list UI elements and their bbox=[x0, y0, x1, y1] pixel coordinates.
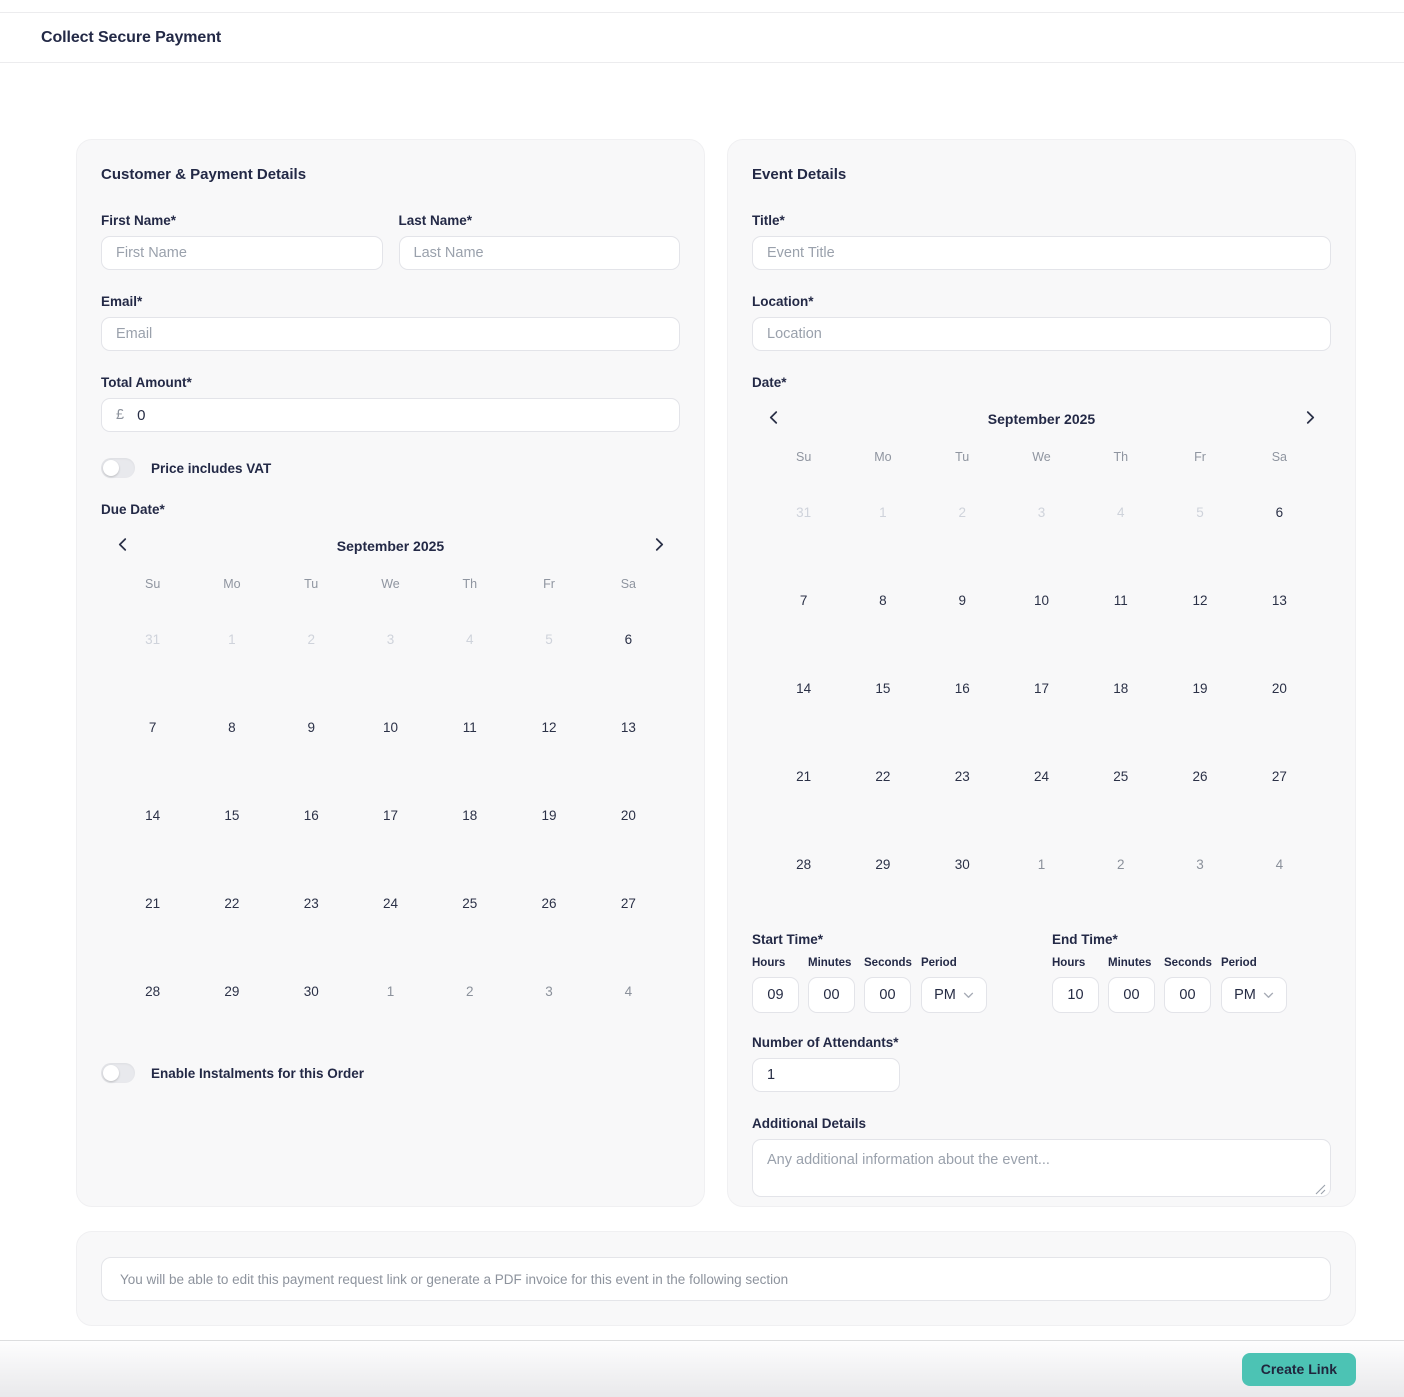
top-strip bbox=[0, 0, 1404, 13]
start-seconds-input[interactable] bbox=[864, 977, 911, 1013]
calendar-day: 3 bbox=[386, 631, 395, 647]
calendar-day-header: Tu bbox=[955, 450, 970, 464]
location-field bbox=[752, 294, 1331, 351]
start-period-value: PM bbox=[934, 987, 956, 1003]
calendar-day: 2 bbox=[307, 631, 315, 647]
end-hours-input[interactable] bbox=[1052, 977, 1099, 1013]
page-title: Collect Secure Payment bbox=[41, 28, 222, 46]
calendar-grid bbox=[752, 468, 1331, 908]
email-label: Email* bbox=[101, 294, 143, 309]
start-seconds-header: Seconds bbox=[864, 957, 912, 969]
calendar-day[interactable]: 26 bbox=[1192, 768, 1208, 784]
end-hours-col bbox=[1052, 957, 1099, 1013]
calendar-day: 5 bbox=[1196, 504, 1204, 520]
calendar-day[interactable]: 1 bbox=[386, 983, 395, 999]
event-title-label: Title* bbox=[752, 213, 785, 228]
calendar-next-button[interactable] bbox=[1301, 410, 1319, 428]
calendar-day[interactable]: 9 bbox=[958, 592, 966, 608]
event-card-title: Event Details bbox=[752, 166, 847, 183]
calendar-day-header: Mo bbox=[874, 450, 892, 464]
calendar-day: 1 bbox=[879, 504, 887, 520]
calendar-day[interactable]: 22 bbox=[224, 895, 240, 911]
chevron-right-icon bbox=[1306, 411, 1315, 427]
chevron-down-icon bbox=[1263, 987, 1274, 1003]
email-input[interactable] bbox=[101, 317, 680, 351]
calendar-day[interactable]: 28 bbox=[796, 856, 812, 872]
chevron-left-icon bbox=[769, 411, 778, 427]
calendar-day[interactable]: 27 bbox=[620, 895, 636, 911]
time-section bbox=[752, 932, 1331, 1013]
start-period-header: Period bbox=[920, 957, 957, 969]
calendar-day[interactable]: 7 bbox=[148, 719, 157, 735]
action-bar bbox=[0, 1340, 1404, 1397]
calendar-day: 1 bbox=[228, 631, 236, 647]
calendar-day[interactable]: 15 bbox=[875, 680, 891, 696]
calendar-day[interactable]: 22 bbox=[875, 768, 891, 784]
calendar-day[interactable]: 24 bbox=[382, 895, 398, 911]
calendar-day-header: Tu bbox=[304, 577, 319, 591]
calendar-day[interactable]: 2 bbox=[1117, 856, 1125, 872]
note-card bbox=[76, 1231, 1356, 1326]
currency-symbol: £ bbox=[116, 407, 125, 423]
start-seconds-col bbox=[864, 957, 912, 1013]
due-date-label: Due Date* bbox=[101, 502, 165, 517]
end-minutes-header: Minutes bbox=[1108, 957, 1152, 969]
calendar-header bbox=[101, 537, 680, 555]
start-minutes-header: Minutes bbox=[808, 957, 852, 969]
end-time-group bbox=[1052, 932, 1287, 1013]
attendants-input[interactable] bbox=[752, 1058, 900, 1092]
end-period-select[interactable] bbox=[1221, 977, 1287, 1013]
event-details-card bbox=[727, 139, 1356, 1207]
calendar-day[interactable]: 30 bbox=[954, 856, 970, 872]
end-hours-header: Hours bbox=[1052, 957, 1086, 969]
calendar-day[interactable]: 2 bbox=[466, 983, 474, 999]
calendar-next-button[interactable] bbox=[650, 537, 668, 555]
calendar-day[interactable]: 29 bbox=[224, 983, 240, 999]
calendar-day[interactable]: 18 bbox=[462, 807, 478, 823]
calendar-day: 31 bbox=[796, 504, 812, 520]
calendar-day: 31 bbox=[145, 631, 161, 647]
calendar-day[interactable]: 20 bbox=[1271, 680, 1287, 696]
calendar-day: 4 bbox=[466, 631, 474, 647]
calendar-day[interactable]: 13 bbox=[1271, 592, 1287, 608]
calendar-day-header: Th bbox=[1113, 450, 1129, 464]
chevron-down-icon bbox=[963, 987, 974, 1003]
chevron-left-icon bbox=[118, 538, 127, 554]
calendar-day[interactable]: 4 bbox=[624, 983, 633, 999]
location-label: Location* bbox=[752, 294, 814, 309]
calendar-day[interactable]: 10 bbox=[1033, 592, 1049, 608]
calendar-day[interactable]: 6 bbox=[624, 631, 633, 647]
create-link-button[interactable]: Create Link bbox=[1242, 1353, 1356, 1386]
start-period-col bbox=[921, 957, 987, 1013]
calendar-day[interactable]: 29 bbox=[875, 856, 891, 872]
calendar-day: 2 bbox=[958, 504, 966, 520]
end-minutes-input[interactable] bbox=[1108, 977, 1155, 1013]
end-seconds-col bbox=[1164, 957, 1212, 1013]
additional-details-textarea[interactable] bbox=[752, 1139, 1331, 1197]
calendar-day[interactable]: 14 bbox=[796, 680, 812, 696]
calendar-day[interactable]: 25 bbox=[462, 895, 478, 911]
calendar-day: 4 bbox=[1117, 504, 1125, 520]
end-period-col bbox=[1221, 957, 1287, 1013]
calendar-day[interactable]: 15 bbox=[224, 807, 240, 823]
instalments-toggle-row bbox=[101, 1063, 680, 1083]
calendar-day[interactable]: 11 bbox=[462, 719, 477, 735]
additional-details-field bbox=[752, 1116, 1331, 1202]
start-minutes-input[interactable] bbox=[808, 977, 855, 1013]
first-name-input[interactable] bbox=[101, 236, 383, 270]
total-amount-field bbox=[101, 375, 680, 432]
calendar-day[interactable]: 9 bbox=[307, 719, 315, 735]
calendar-day[interactable]: 21 bbox=[796, 768, 812, 784]
last-name-label: Last Name* bbox=[398, 213, 473, 228]
calendar-day[interactable]: 20 bbox=[620, 807, 636, 823]
vat-toggle[interactable] bbox=[101, 458, 135, 478]
calendar-day[interactable]: 23 bbox=[954, 768, 970, 784]
calendar-day[interactable]: 12 bbox=[541, 719, 557, 735]
resize-handle-icon[interactable] bbox=[1315, 1184, 1326, 1195]
calendar-day-header: Su bbox=[795, 450, 812, 464]
app-header bbox=[0, 13, 1404, 63]
last-name-input[interactable] bbox=[399, 236, 681, 270]
event-date-label: Date* bbox=[752, 375, 787, 390]
calendar-day-headers bbox=[752, 450, 1331, 464]
end-period-value: PM bbox=[1234, 987, 1256, 1003]
calendar-day[interactable]: 25 bbox=[1113, 768, 1129, 784]
start-hours-col bbox=[752, 957, 799, 1013]
chevron-right-icon bbox=[655, 538, 664, 554]
last-name-field bbox=[399, 213, 681, 270]
calendar-day-header: Sa bbox=[1271, 450, 1287, 464]
calendar-day[interactable]: 30 bbox=[303, 983, 319, 999]
calendar-grid bbox=[101, 595, 680, 1035]
calendar-day[interactable]: 26 bbox=[541, 895, 557, 911]
first-name-field bbox=[101, 213, 383, 270]
start-hours-header: Hours bbox=[752, 957, 786, 969]
vat-toggle-row bbox=[101, 458, 680, 478]
calendar-day[interactable]: 7 bbox=[799, 592, 808, 608]
start-minutes-col bbox=[808, 957, 855, 1013]
calendar-day[interactable]: 10 bbox=[382, 719, 398, 735]
amount-input-box bbox=[101, 398, 680, 432]
calendar-day[interactable]: 17 bbox=[1033, 680, 1049, 696]
calendar-day[interactable]: 19 bbox=[541, 807, 557, 823]
customer-payment-card bbox=[76, 139, 705, 1207]
calendar-day-header: Su bbox=[144, 577, 161, 591]
event-date-calendar bbox=[752, 410, 1331, 908]
calendar-day[interactable]: 21 bbox=[145, 895, 161, 911]
calendar-day: 3 bbox=[1037, 504, 1046, 520]
instalments-toggle-label: Enable Instalments for this Order bbox=[151, 1065, 365, 1081]
calendar-day[interactable]: 13 bbox=[620, 719, 636, 735]
vat-toggle-label: Price includes VAT bbox=[151, 460, 272, 476]
total-amount-input[interactable] bbox=[137, 407, 665, 424]
calendar-month-label: September 2025 bbox=[987, 411, 1096, 427]
calendar-day[interactable]: 17 bbox=[382, 807, 398, 823]
calendar-day-header: Fr bbox=[1194, 450, 1206, 464]
additional-details-label: Additional Details bbox=[752, 1116, 867, 1131]
calendar-day[interactable]: 24 bbox=[1033, 768, 1049, 784]
calendar-day-header: Th bbox=[462, 577, 478, 591]
calendar-day[interactable]: 19 bbox=[1192, 680, 1208, 696]
start-hours-input[interactable] bbox=[752, 977, 799, 1013]
attendants-label: Number of Attendants* bbox=[752, 1035, 899, 1050]
calendar-day[interactable]: 18 bbox=[1113, 680, 1129, 696]
end-minutes-col bbox=[1108, 957, 1155, 1013]
calendar-day[interactable]: 6 bbox=[1275, 504, 1284, 520]
calendar-day[interactable]: 3 bbox=[1196, 856, 1204, 872]
end-seconds-input[interactable] bbox=[1164, 977, 1211, 1013]
attendants-field bbox=[752, 1035, 1331, 1092]
calendar-day: 5 bbox=[545, 631, 553, 647]
event-title-field bbox=[752, 213, 1331, 270]
first-name-label: First Name* bbox=[101, 213, 177, 228]
end-time-label: End Time* bbox=[1052, 932, 1118, 947]
calendar-prev-button[interactable] bbox=[764, 410, 782, 428]
calendar-day[interactable]: 23 bbox=[303, 895, 319, 911]
end-seconds-header: Seconds bbox=[1164, 957, 1212, 969]
email-field-group bbox=[101, 294, 680, 351]
start-time-group bbox=[752, 932, 1052, 1013]
calendar-day[interactable]: 4 bbox=[1275, 856, 1284, 872]
calendar-day[interactable]: 8 bbox=[228, 719, 236, 735]
calendar-day[interactable]: 3 bbox=[545, 983, 553, 999]
calendar-header bbox=[752, 410, 1331, 428]
calendar-day-headers bbox=[101, 577, 680, 591]
due-date-calendar bbox=[101, 537, 680, 1035]
event-title-input[interactable] bbox=[752, 236, 1331, 270]
calendar-day-header: We bbox=[1032, 450, 1051, 464]
calendar-day[interactable]: 8 bbox=[879, 592, 887, 608]
calendar-day-header: Sa bbox=[620, 577, 636, 591]
calendar-day[interactable]: 16 bbox=[303, 807, 319, 823]
start-time-label: Start Time* bbox=[752, 932, 824, 947]
calendar-day[interactable]: 1 bbox=[1037, 856, 1046, 872]
note-box bbox=[101, 1257, 1331, 1301]
calendar-day-header: Fr bbox=[543, 577, 555, 591]
calendar-day[interactable]: 12 bbox=[1192, 592, 1208, 608]
calendar-day[interactable]: 11 bbox=[1113, 592, 1128, 608]
calendar-day[interactable]: 16 bbox=[954, 680, 970, 696]
instalments-toggle[interactable] bbox=[101, 1063, 135, 1083]
total-amount-label: Total Amount* bbox=[101, 375, 192, 390]
calendar-month-label: September 2025 bbox=[336, 538, 445, 554]
main-content bbox=[0, 63, 1404, 1326]
start-period-select[interactable] bbox=[921, 977, 987, 1013]
calendar-prev-button[interactable] bbox=[113, 537, 131, 555]
calendar-day[interactable]: 28 bbox=[145, 983, 161, 999]
location-input[interactable] bbox=[752, 317, 1331, 351]
note-text: You will be able to edit this payment request link or generate a PDF invoice for this event in the following section bbox=[120, 1271, 789, 1287]
calendar-day[interactable]: 14 bbox=[145, 807, 161, 823]
customer-card-title: Customer & Payment Details bbox=[101, 166, 307, 183]
calendar-day[interactable]: 27 bbox=[1271, 768, 1287, 784]
end-period-header: Period bbox=[1220, 957, 1257, 969]
calendar-day-header: Mo bbox=[223, 577, 241, 591]
calendar-day-header: We bbox=[381, 577, 400, 591]
